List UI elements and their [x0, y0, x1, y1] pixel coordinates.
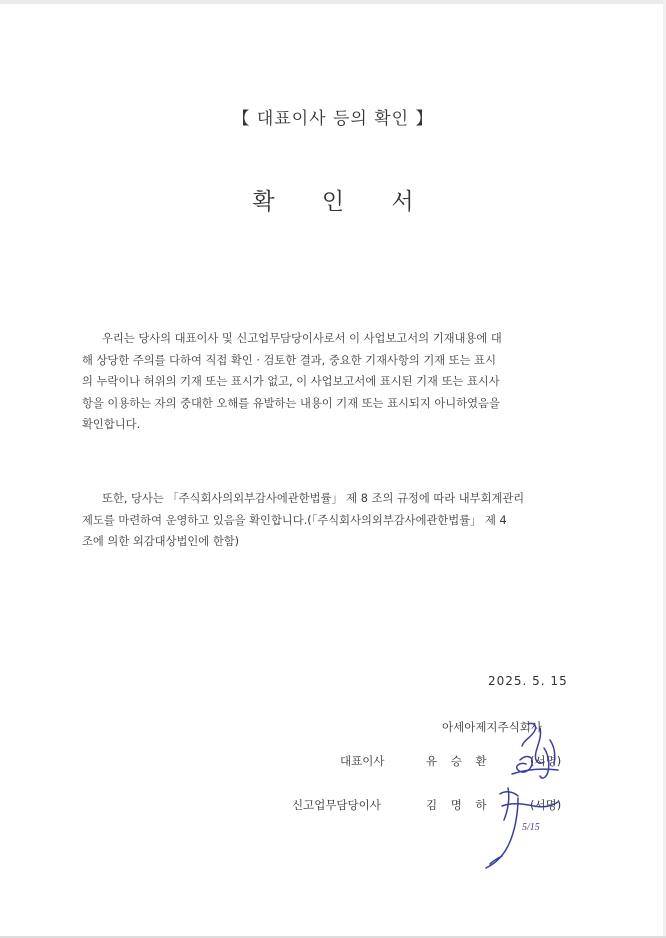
company-name: 아세아제지주식회사	[442, 720, 542, 734]
confirmation-paragraph	[82, 328, 582, 436]
paragraph-line: 해 상당한 주의를 다하여 직접 확인 · 검토한 결과, 중요한 기재사항의 기재 또는 표시	[82, 353, 496, 367]
document-title: 확 인 서	[252, 189, 434, 215]
paragraph-line: 의 누락이나 허위의 기재 또는 표시가 없고, 이 사업보고서에 표시된 기재 또는 표시사	[82, 375, 500, 388]
paragraph-line: 제도를 마련하여 운영하고 있음을 확인합니다.(「주식회사의외부감사에관한법률」 제 4	[82, 513, 507, 527]
paragraph-line: 항을 이용하는 자의 중대한 오해를 유발하는 내용이 기재 또는 표시되지 아니하였음을	[82, 396, 500, 410]
paragraph-line: 우리는 당사의 대표이사 및 신고업무담당이사로서 이 사업보고서의 기재내용에 대	[102, 332, 502, 345]
paragraph-line: 또한, 당사는 「주식회사의외부감사에관한법률」 제 8 조의 규정에 따라 내부회계관리	[102, 492, 525, 505]
document-date: 2025. 5. 15	[488, 674, 568, 688]
reporting-director-sign-placeholder: (서명)	[530, 798, 562, 812]
handwritten-date-note: 5/15	[522, 822, 540, 833]
ceo-name: 유 승 환	[426, 754, 492, 768]
ceo-role-label: 대표이사	[340, 754, 385, 768]
ceo-handwritten-signature	[500, 718, 570, 788]
internal-control-paragraph	[82, 488, 582, 553]
paragraph-line: 확인합니다.	[82, 418, 141, 431]
reporting-director-handwritten-signature	[478, 780, 568, 872]
document-heading: 【 대표이사 등의 확인 】	[232, 109, 434, 129]
scan-border-top	[0, 0, 666, 4]
reporting-director-role-label: 신고업무담당이사	[292, 798, 381, 812]
reporting-director-name: 김 명 하	[426, 798, 492, 812]
paragraph-line: 조에 의한 외감대상법인에 한함)	[82, 535, 240, 548]
ceo-sign-placeholder: (서명)	[530, 754, 562, 768]
